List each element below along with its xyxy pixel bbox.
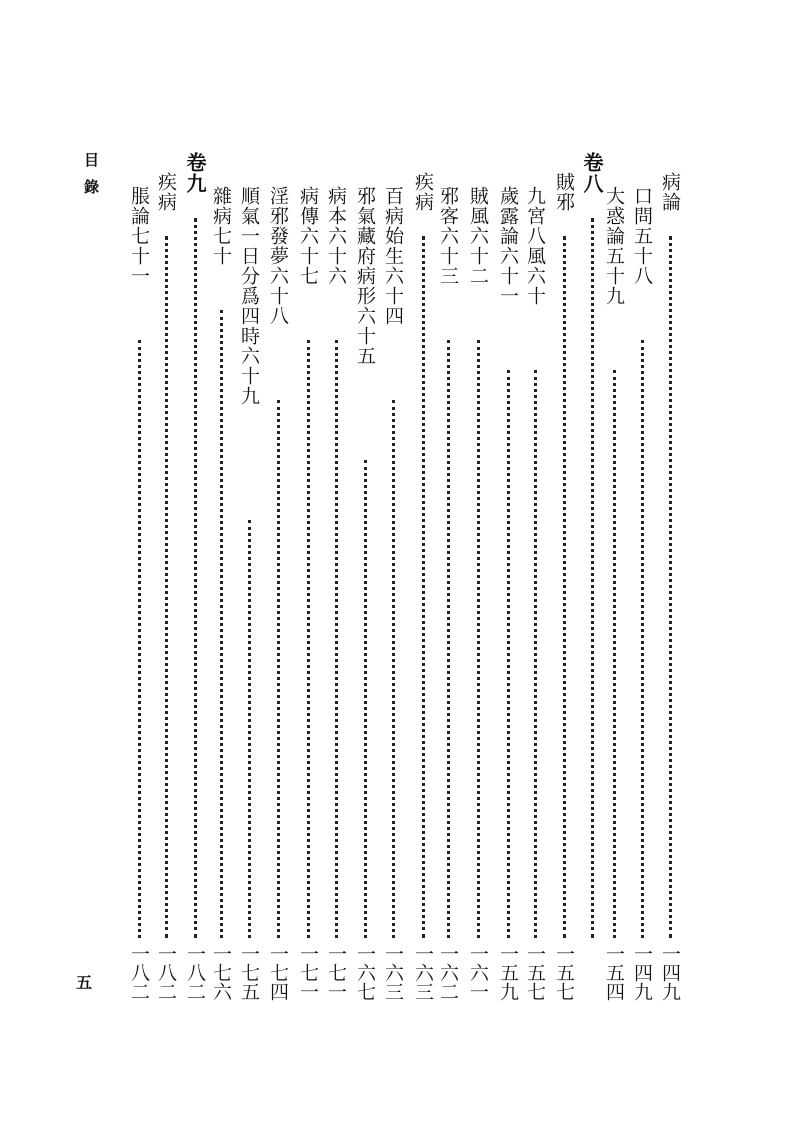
toc-page-number: 一七六: [210, 944, 232, 1001]
toc-entry[interactable]: [408, 0, 438, 1146]
toc-entry[interactable]: [463, 0, 493, 1146]
toc-entry[interactable]: [378, 0, 408, 1146]
leader-dots: [138, 340, 141, 938]
leader-dots: [422, 236, 425, 938]
toc-entry-title: 百病始生六十四: [382, 186, 404, 326]
toc-entry[interactable]: [520, 0, 550, 1146]
toc-entry[interactable]: [124, 0, 154, 1146]
toc-entry-title: 口問五十八: [631, 186, 653, 286]
toc-entry[interactable]: [234, 0, 264, 1146]
leader-dots: [563, 236, 566, 938]
toc-entry-title: 脹論七十一: [128, 186, 150, 286]
toc-entry[interactable]: [151, 0, 181, 1146]
toc-page-number: 一五九: [497, 944, 519, 1001]
toc-page-number: 一七四: [267, 944, 289, 1001]
toc-entry[interactable]: [350, 0, 380, 1146]
toc-page-number: 一八二: [155, 944, 177, 1001]
toc-entry[interactable]: [627, 0, 657, 1146]
leader-dots: [335, 340, 338, 938]
toc-page-number: 一七一: [325, 944, 347, 1001]
toc-page-number: 一六三: [412, 944, 434, 1001]
toc-page-number: 一八二: [128, 944, 150, 1001]
toc-entry-title: 疾病: [155, 172, 177, 212]
toc-entry[interactable]: [293, 0, 323, 1146]
toc-page-number: 一七一: [297, 944, 319, 1001]
toc-entry-title: 歲露論六十一: [497, 186, 519, 306]
leader-dots: [641, 340, 644, 938]
leader-dots: [248, 520, 251, 938]
toc-entry-title: 病本六十六: [325, 186, 347, 286]
toc-page-number: 一四九: [659, 944, 681, 1001]
toc-entry-title: 賊風六十二: [467, 186, 489, 286]
leader-dots: [165, 236, 168, 938]
page-number: 五: [76, 973, 93, 992]
toc-entry[interactable]: [321, 0, 351, 1146]
toc-entry-title: 順氣一日分爲四時六十九: [238, 186, 260, 406]
leader-dots: [194, 218, 197, 938]
toc-page-number: 一六二: [437, 944, 459, 1001]
toc-entry[interactable]: [206, 0, 236, 1146]
toc-entry[interactable]: [493, 0, 523, 1146]
toc-page-number: 一六七: [354, 944, 376, 1001]
leader-dots: [477, 340, 480, 938]
toc-entry-title: 九宮八風六十: [524, 186, 546, 306]
toc-entry-title: 邪客六十三: [437, 186, 459, 286]
leader-dots: [307, 340, 310, 938]
toc-page-number: 一六三: [382, 944, 404, 1001]
leader-dots: [669, 236, 672, 938]
toc-entry-title: 賊邪: [553, 172, 575, 212]
toc-page-number: 一五七: [524, 944, 546, 1001]
leader-dots: [507, 370, 510, 938]
toc-entry-title: 大惑論五十九: [603, 186, 625, 306]
leader-dots: [220, 310, 223, 938]
toc-page-number: 一五四: [603, 944, 625, 1001]
leader-dots: [277, 400, 280, 938]
leader-dots: [613, 370, 616, 938]
toc-entry-title: 雜病七十: [210, 186, 232, 266]
toc-entry-title: 病論: [659, 172, 681, 212]
toc-volume-heading[interactable]: [180, 0, 210, 1146]
toc-entry[interactable]: [263, 0, 293, 1146]
toc-entry-title: 邪氣藏府病形六十五: [354, 186, 376, 366]
toc-entry-title: 病傳六十七: [297, 186, 319, 286]
leader-dots: [364, 460, 367, 938]
toc-entry[interactable]: [549, 0, 579, 1146]
leader-dots: [447, 340, 450, 938]
toc-page-number: 一五七: [553, 944, 575, 1001]
toc-page-number: 一七五: [238, 944, 260, 1001]
leader-dots: [591, 218, 594, 938]
toc-volume-heading[interactable]: [577, 0, 607, 1146]
toc-page-number: 一六一: [467, 944, 489, 1001]
toc-entry-title: 淫邪發夢六十八: [267, 186, 289, 326]
leader-dots: [534, 370, 537, 938]
toc-entry-title: 疾病: [412, 172, 434, 212]
toc-entry-title: 卷八: [580, 152, 604, 194]
toc-page-number: 一八二: [184, 944, 206, 1001]
leader-dots: [392, 400, 395, 938]
running-head: 目錄: [82, 152, 100, 206]
toc-entry[interactable]: [655, 0, 685, 1146]
toc-page-number: 一四九: [631, 944, 653, 1001]
toc-entry-title: 卷九: [183, 152, 207, 194]
